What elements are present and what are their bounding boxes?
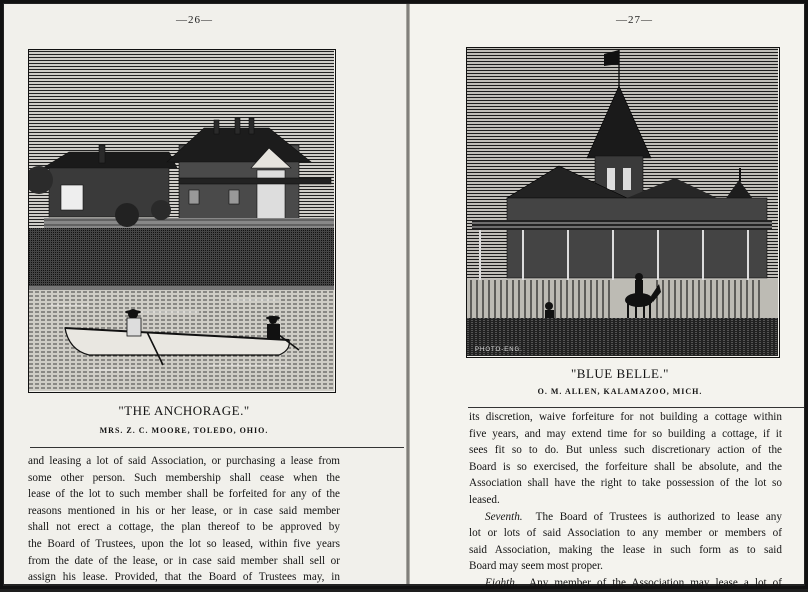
text-fragment: The Board of Trustees is authorized to lease any — [535, 510, 782, 523]
illustration-anchorage — [28, 49, 336, 393]
illustration-caption-left: "THE ANCHORAGE." — [118, 403, 250, 418]
seventh-paragraph-line — [469, 509, 782, 526]
right-page — [410, 4, 804, 589]
section-label-seventh: Seventh. — [485, 510, 523, 523]
body-text-left — [28, 453, 340, 586]
divider-rule-left — [30, 447, 404, 448]
text-line: assign his lease. Provided, that the Board of Trustees may, in — [28, 571, 340, 584]
eighth-paragraph-line — [469, 575, 782, 592]
text-line: five years, and may extend time for so building a cottage, if it — [469, 427, 782, 440]
text-line: its discretion, waive forfeiture for not building a cottage within — [469, 411, 782, 423]
text-line: shall not erect a cottage, the plan thereof to be approved by — [28, 521, 340, 534]
text-line: said Association, making the lease in such form as to said — [469, 543, 782, 556]
text-line: the Board of Trustees, upon the lot so leased, within five years — [28, 537, 340, 550]
illustration-caption-right: "BLUE BELLE." — [571, 366, 669, 381]
text-line: Board is so exercised, the forfeiture shall be absolute, and the — [469, 460, 782, 473]
text-line: Board may seem most proper. — [469, 560, 603, 573]
text-line: lease of the lot to such member shall be forfeited for any of the — [28, 488, 340, 501]
illustration-subcaption-left: MRS. Z. C. MOORE, TOLEDO, OHIO. — [99, 426, 269, 435]
section-label-eighth: Eighth. — [485, 576, 518, 589]
left-page — [4, 4, 406, 584]
text-line: some other person. Such membership shall cease when the — [28, 471, 340, 484]
blue-belle-engraving — [467, 48, 778, 356]
page-number-right: —27— — [616, 14, 653, 26]
engraver-mark: PHOTO-ENG. — [475, 347, 523, 353]
illustration-blue-belle — [466, 47, 780, 358]
text-line: leased. — [469, 493, 500, 506]
text-line: from the date of the lease, or in case said member shall sell or — [28, 554, 340, 567]
text-line: sees fit so to do. But unless such discretionary action of the — [469, 444, 782, 457]
text-line: reasons mentioned in his or her lease, or in case said member — [28, 504, 340, 517]
divider-rule-right — [468, 407, 804, 408]
text-fragment: Any member of the Association may lease a lot of — [529, 576, 782, 589]
anchorage-engraving — [29, 50, 334, 391]
text-line: lot or lots of said Association to any member or members of — [469, 527, 782, 540]
page-number-left: —26— — [176, 14, 213, 26]
body-text-right — [469, 409, 782, 592]
illustration-subcaption-right: O. M. ALLEN, KALAMAZOO, MICH. — [537, 387, 703, 396]
text-line: and leasing a lot of said Association, or purchasing a lease from — [28, 455, 340, 467]
text-line: Association shall have the right to take possession of the lot so — [469, 477, 782, 490]
